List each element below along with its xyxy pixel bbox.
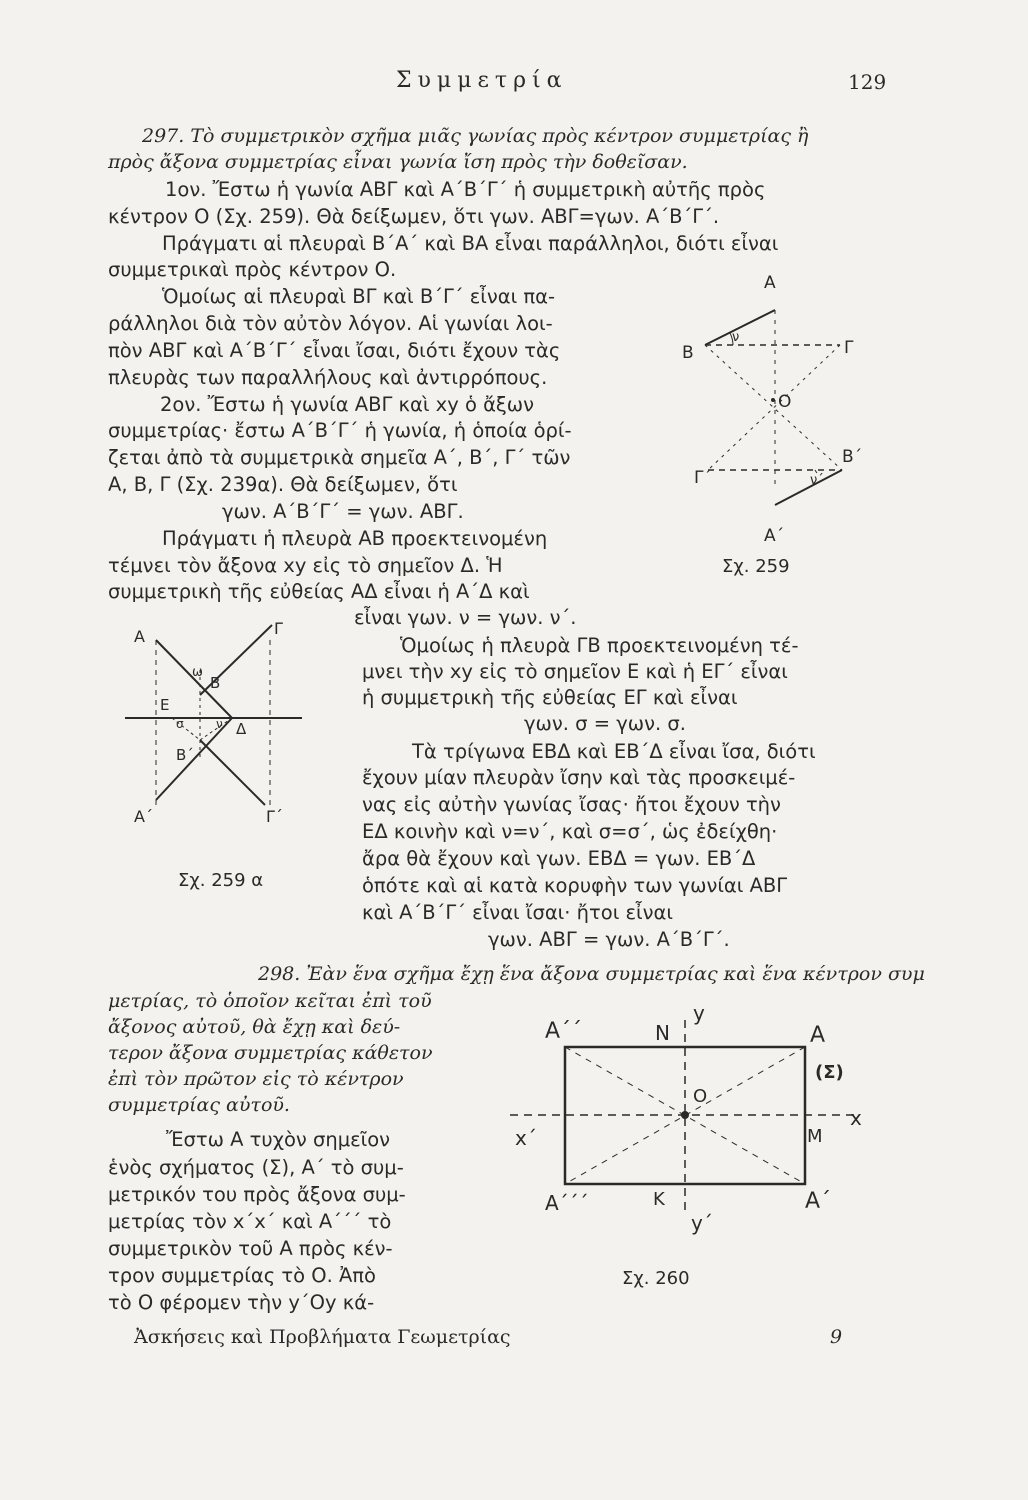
sec297-line: Πράγματι ἡ πλευρὰ ΑΒ προεκτεινομένη bbox=[162, 527, 548, 550]
segment-bb-prime bbox=[705, 345, 842, 470]
sec297-line: ΕΔ κοινὴν καὶ ν=ν΄, καὶ σ=σ΄, ὡς ἐδείχθη· bbox=[362, 820, 778, 843]
sec297-line: καὶ Α΄Β΄Γ΄ εἶναι ἴσαι· ἤτοι εἶναι bbox=[362, 901, 673, 924]
label-x: x bbox=[850, 1106, 862, 1130]
sec298-title-line: 298. Ἐὰν ἕνα σχῆμα ἔχῃ ἕνα ἄξονα συμμετρίας καὶ ἕνα κέντρον συμ bbox=[258, 963, 925, 985]
label-g: Γ bbox=[844, 338, 854, 358]
sec297-line: Πράγματι αἱ πλευραὶ Β΄Α΄ καὶ ΒΑ εἶναι παράλληλοι, διότι εἶναι bbox=[162, 232, 779, 255]
sec297-line: πλευρὰς των παραλλήλους καὶ ἀντιρρόπους. bbox=[108, 366, 548, 389]
sec297-line: 2ον. Ἔστω ἡ γωνία ΑΒΓ καὶ xy ὁ ἄξων bbox=[160, 393, 535, 416]
center-point-o bbox=[771, 398, 775, 402]
sec298-line: Ἔστω Α τυχὸν σημεῖον bbox=[166, 1128, 391, 1151]
sec297-line: γων. Α΄Β΄Γ΄ = γων. ΑΒΓ. bbox=[222, 500, 464, 523]
sec298-line: μετρίας τὸν x΄x΄ καὶ Α΄΄΄ τὸ bbox=[108, 1210, 392, 1233]
label-m: Μ bbox=[807, 1126, 823, 1147]
label-a-triple-prime: Α΄΄΄ bbox=[545, 1191, 589, 1215]
label-a: Α bbox=[810, 1023, 826, 1048]
segment-gg-prime bbox=[708, 345, 840, 470]
sec297-line: εἶναι γων. ν = γων. ν΄. bbox=[354, 606, 577, 629]
sec297-line: κέντρον Ο (Σχ. 259). Θὰ δείξωμεν, ὅτι γων. ΑΒΓ=γων. Α΄Β΄Γ΄. bbox=[108, 205, 720, 228]
sec297-line: Ὁμοίως ἡ πλευρὰ ΓΒ προεκτεινομένη τέ- bbox=[400, 634, 799, 657]
label-y-prime: y΄ bbox=[691, 1211, 713, 1235]
label-g-prime: Γ΄ bbox=[694, 468, 712, 488]
sec297-line: Ὁμοίως αἱ πλευραὶ ΒΓ καὶ Β΄Γ΄ εἶναι πα- bbox=[162, 285, 556, 308]
sec297-line: πὸν ΑΒΓ καὶ Α΄Β΄Γ΄ εἶναι ἴσαι, διότι ἔχουν τὰς bbox=[108, 339, 561, 362]
label-o: Ο bbox=[693, 1086, 708, 1107]
page-number: 129 bbox=[848, 70, 887, 94]
sec298-line: τὸ Ο φέρομεν τὴν y΄Oy κά- bbox=[108, 1291, 375, 1314]
sec297-line: ἡ συμμετρικὴ τῆς εὐθείας ΕΓ καὶ εἶναι bbox=[362, 686, 738, 709]
sec298-line: ἑνὸς σχήματος (Σ), Α΄ τὸ συμ- bbox=[108, 1156, 404, 1179]
label-d: Δ bbox=[236, 720, 247, 738]
label-a: Α bbox=[764, 273, 776, 293]
label-a-prime: Α΄ bbox=[764, 526, 785, 546]
caption-fig-260: Σχ. 260 bbox=[622, 1268, 690, 1289]
sec297-line: γων. σ = γων. σ. bbox=[524, 712, 686, 735]
sec297-line: μνει τὴν xy εἰς τὸ σημεῖον Ε καὶ ἡ ΕΓ΄ εἶναι bbox=[362, 660, 788, 683]
sec298-line: τρον συμμετρίας τὸ Ο. Ἀπὸ bbox=[108, 1264, 376, 1287]
sec298-line: συμμετρικὸν τοῦ Α πρὸς κέν- bbox=[108, 1237, 393, 1260]
label-a-prime: Α΄ bbox=[134, 807, 153, 826]
side-ba bbox=[705, 310, 775, 345]
center-point-o bbox=[681, 1111, 689, 1119]
label-sigma: σ bbox=[176, 717, 184, 731]
label-b: Β bbox=[210, 674, 221, 692]
sec297-line: ράλληλοι διὰ τὸν αὐτὸν λόγον. Αἱ γωνίαι λοι- bbox=[108, 312, 553, 335]
sec297-line: συμμετρικὴ τῆς εὐθείας ΑΔ εἶναι ἡ Α΄Δ καὶ bbox=[108, 580, 530, 603]
sec297-line: 1ον. Ἔστω ἡ γωνία ΑΒΓ καὶ Α΄Β΄Γ΄ ἡ συμμετρικὴ αὐτῆς πρὸς bbox=[165, 178, 766, 201]
label-a: Α bbox=[134, 627, 145, 646]
sec298-title-line: μετρίας, τὸ ὁποῖον κεῖται ἐπὶ τοῦ bbox=[108, 990, 432, 1012]
label-omega: ω bbox=[192, 665, 203, 680]
label-b-prime: Β΄ bbox=[842, 447, 863, 467]
label-b: Β bbox=[682, 343, 694, 363]
label-o: Ο bbox=[778, 392, 792, 412]
label-x-prime: x΄ bbox=[515, 1126, 537, 1150]
running-title: Συμμετρία bbox=[396, 68, 568, 93]
sec297-line: ἔχουν μίαν πλευρὰν ἴσην καὶ τὰς προσκειμέ- bbox=[362, 766, 796, 789]
label-b-prime: Β΄ bbox=[176, 746, 194, 764]
sec297-line: νας εἰς αὐτὴν γωνίας ἴσας· ἤτοι ἔχουν τὴν bbox=[362, 793, 781, 816]
label-n: Ν bbox=[655, 1021, 670, 1045]
sec297-line: Α, Β, Γ (Σχ. 239α). Θὰ δείξωμεν, ὅτι bbox=[108, 473, 458, 496]
sec298-title-line: ἐπὶ τὸν πρῶτον εἰς τὸ κέντρον bbox=[108, 1068, 404, 1090]
label-k: Κ bbox=[653, 1189, 665, 1210]
side-b-prime-a-prime bbox=[775, 470, 842, 505]
footer-signature: 9 bbox=[830, 1326, 843, 1348]
figure-260 bbox=[505, 990, 885, 1260]
sec297-line: ζεται ἀπὸ τὰ συμμετρικὰ σημεῖα Α΄, Β΄, Γ΄ τῶν bbox=[108, 446, 571, 469]
sec298-line: μετρικόν του πρὸς ἄξονα συμ- bbox=[108, 1183, 406, 1206]
sec298-title-line: τερον ἄξονα συμμετρίας κάθετον bbox=[108, 1042, 433, 1064]
sec298-title-line: ἄξονος αὐτοῦ, θὰ ἔχῃ καὶ δεύ- bbox=[108, 1016, 401, 1038]
label-y: y bbox=[693, 1001, 705, 1025]
sec297-line: συμμετρικαὶ πρὸς κέντρον Ο. bbox=[108, 258, 397, 281]
sec297-title-line1: 297. Τὸ συμμετρικὸν σχῆμα μιᾶς γωνίας πρὸς κέντρον συμμετρίας ἢ bbox=[142, 125, 809, 147]
figure-259a bbox=[120, 610, 310, 830]
sec297-line: ἄρα θὰ ἔχουν καὶ γων. ΕΒΔ = γων. ΕΒ΄Δ bbox=[362, 847, 756, 870]
sec297-title-line2: πρὸς ἄξονα συμμετρίας εἶναι γωνία ἴση πρὸς τὴν δοθεῖσαν. bbox=[108, 151, 688, 173]
footer-book-title: Ἀσκήσεις καὶ Προβλήματα Γεωμετρίας bbox=[134, 1326, 511, 1348]
label-g-prime: Γ΄ bbox=[266, 807, 283, 826]
side-b-prime-g-prime bbox=[200, 740, 265, 805]
figure-259 bbox=[670, 265, 870, 565]
label-v: ν bbox=[732, 330, 740, 345]
label-a-prime: Α΄ bbox=[805, 1189, 832, 1214]
caption-fig-259: Σχ. 259 bbox=[722, 556, 790, 577]
label-v-prime: ν΄ bbox=[810, 473, 824, 488]
label-nu: ν bbox=[216, 717, 223, 731]
sec297-line: Τὰ τρίγωνα ΕΒΔ καὶ ΕΒ΄Δ εἶναι ἴσα, διότι bbox=[412, 740, 816, 763]
label-sigma-figure: (Σ) bbox=[815, 1062, 844, 1083]
sec297-line: ὁπότε καὶ αἱ κατὰ κορυφὴν των γωνίαι ΑΒΓ bbox=[362, 874, 788, 897]
sec297-line: συμμετρίας· ἔστω Α΄Β΄Γ΄ ἡ γωνία, ἡ ὁποία ὁρί- bbox=[108, 419, 572, 442]
sec298-title-line: συμμετρίας αὐτοῦ. bbox=[108, 1094, 290, 1116]
label-g: Γ bbox=[274, 619, 283, 638]
caption-fig-259a: Σχ. 259 α bbox=[178, 870, 264, 891]
label-e: Ε bbox=[160, 696, 170, 714]
label-a-double-prime: Α΄΄ bbox=[545, 1019, 583, 1044]
sec297-line: τέμνει τὸν ἄξονα xy εἰς τὸ σημεῖον Δ. Ἡ bbox=[108, 554, 503, 577]
sec297-line: γων. ΑΒΓ = γων. Α΄Β΄Γ΄. bbox=[488, 928, 730, 951]
